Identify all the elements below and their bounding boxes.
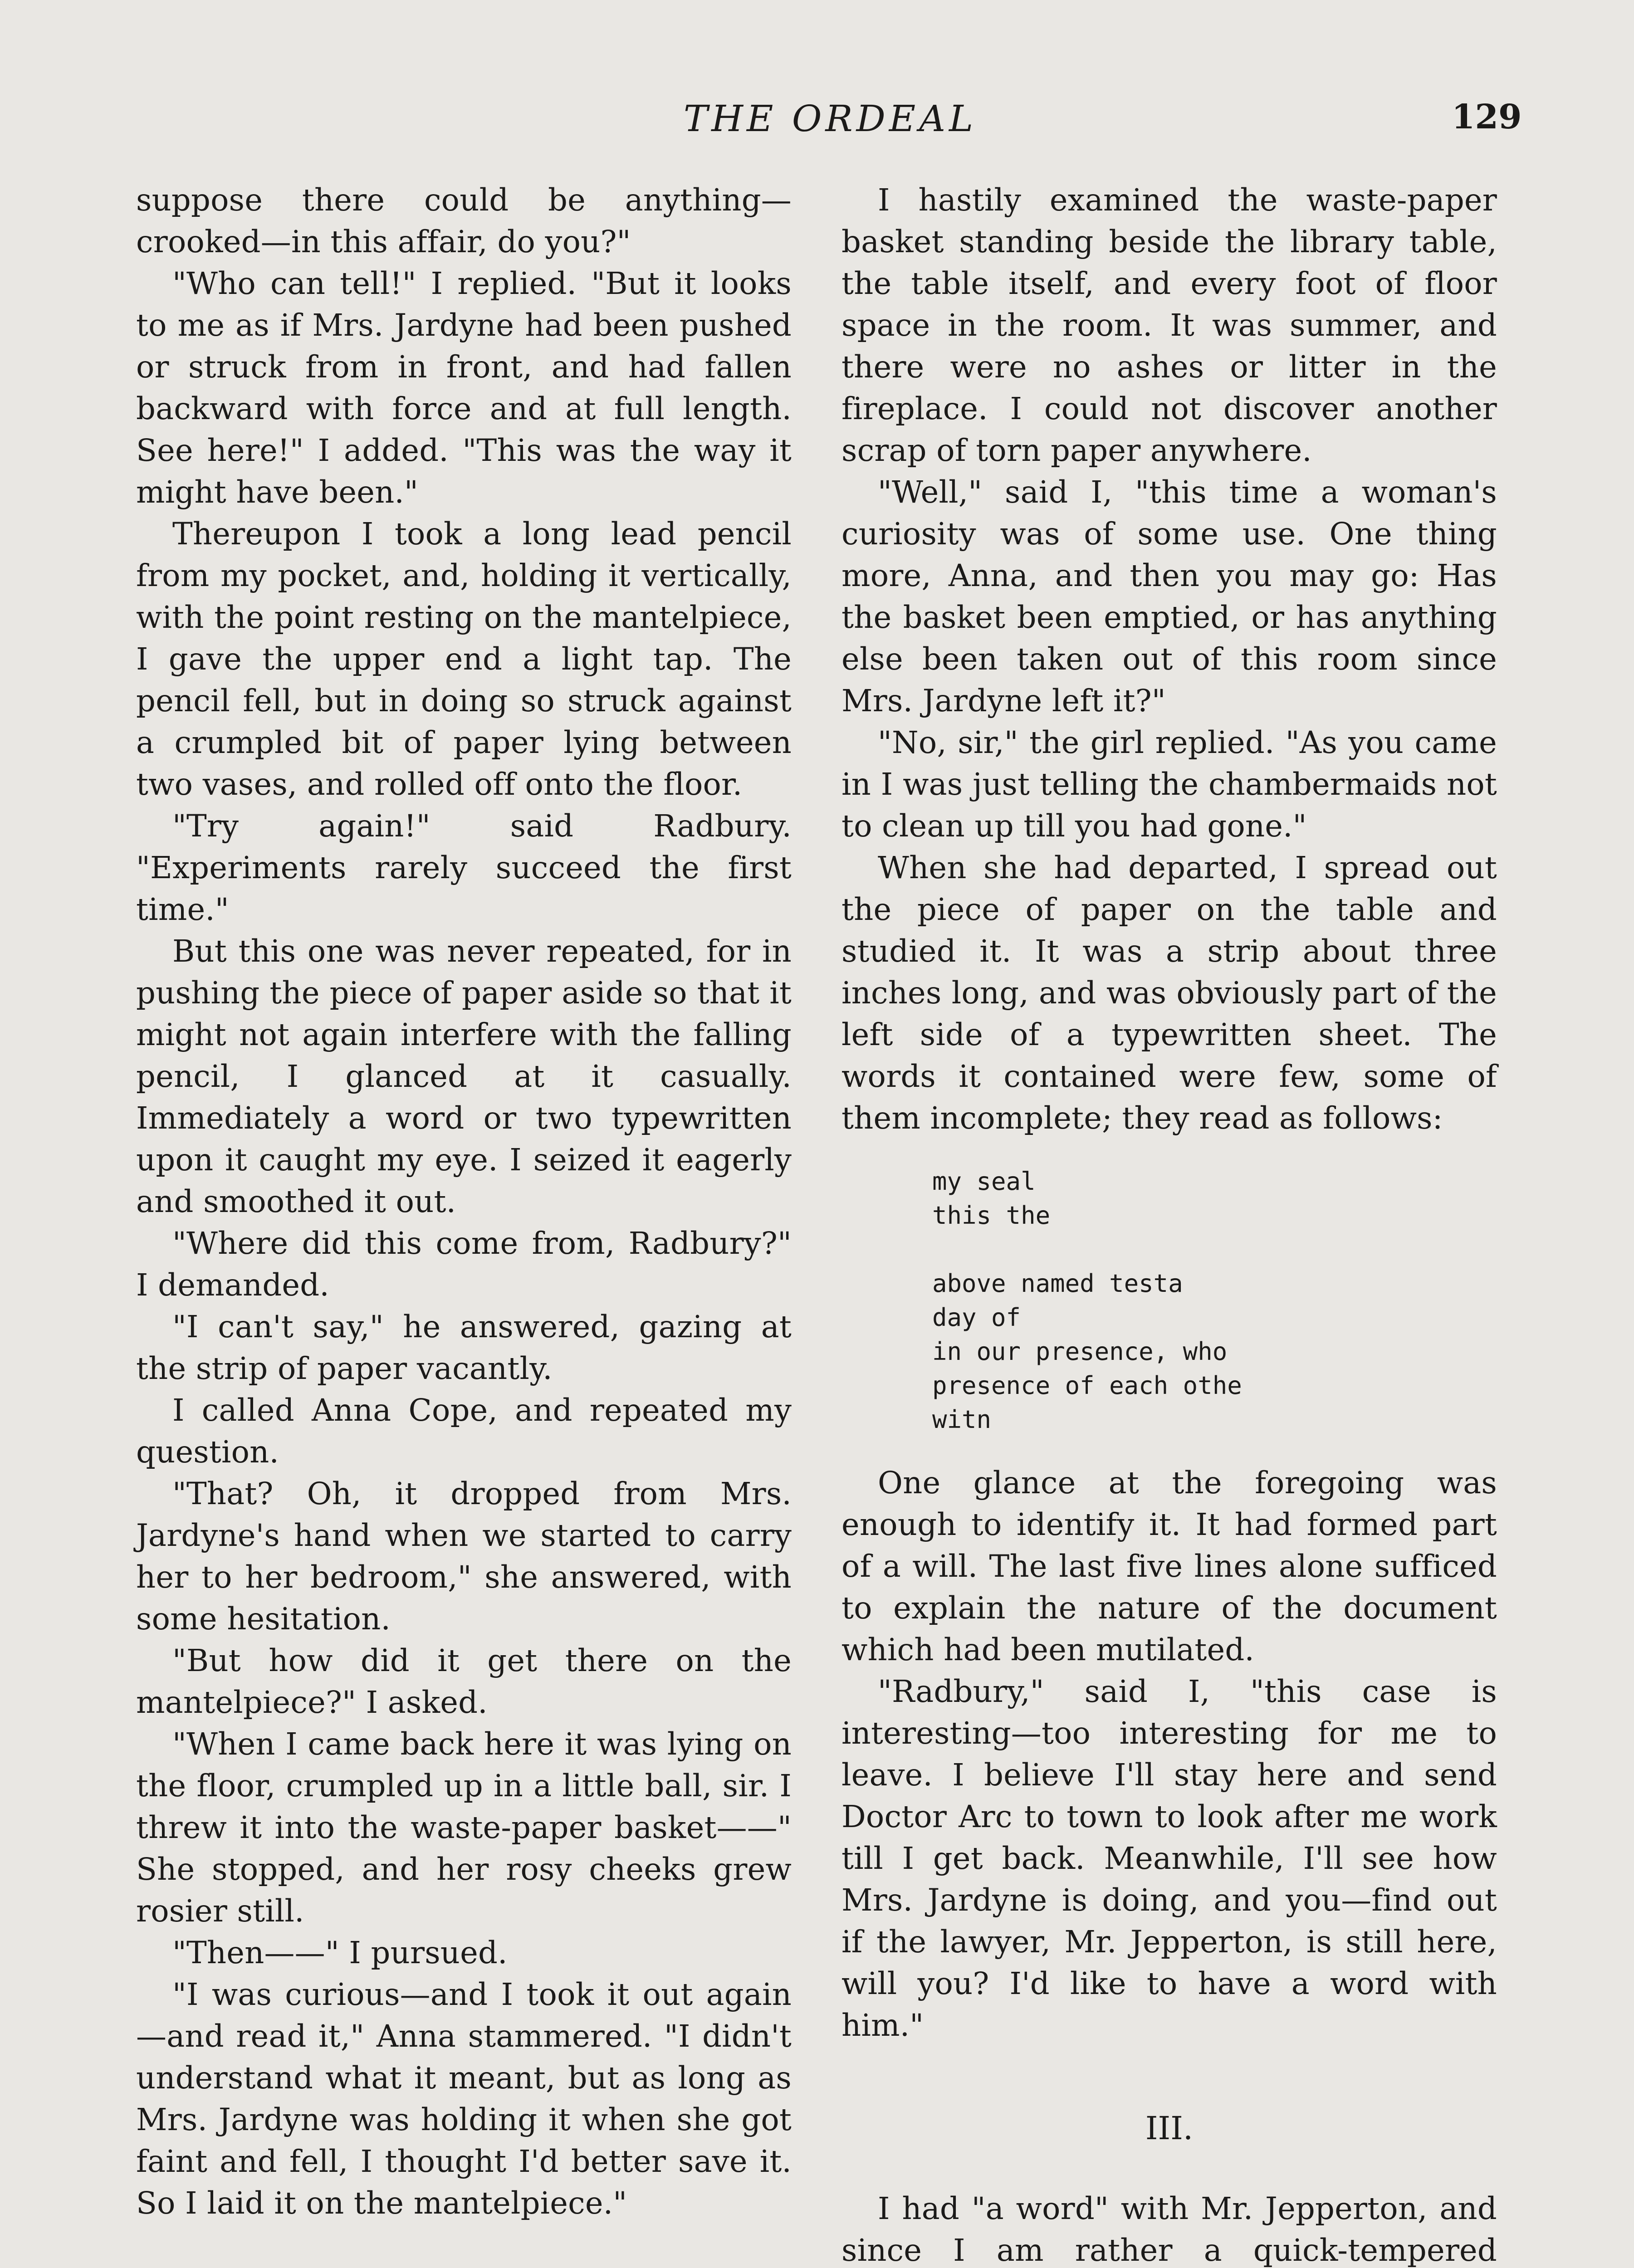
paragraph: I called Anna Cope, and repeated my question. xyxy=(136,1393,792,1470)
fragment-group xyxy=(932,1266,1497,1437)
fragment-group xyxy=(932,1164,1497,1232)
will-fragment xyxy=(932,1164,1497,1437)
left-column xyxy=(136,179,792,2224)
paragraph: "Radbury," said I, "this case is interesting—too interesting for me to leave. I believe I'll stay here and send Doctor Arc to town to look after me work till I get back. Meanwhile, I'll see how Mrs. Jardyne is doing, and you—find out if the lawyer, Mr. Jepperton, is still here, will you? I'd like to have a word with him." xyxy=(841,1674,1497,2043)
paragraph: "Well," said I, "this time a woman's curiosity was of some use. One thing more, Anna, and then you may go: Has the basket been emptied, or has anything else been taken out of this room since Mrs. Jardyne left it?" xyxy=(841,474,1497,719)
paragraph: "Then——" I pursued. xyxy=(172,1935,508,1970)
paragraph: "I can't say," he answered, gazing at the strip of paper vacantly. xyxy=(136,1309,792,1386)
paragraph: Thereupon I took a long lead pencil from my pocket, and, holding it vertically, with the point resting on the mantelpiece, I gave the upper end a light tap. The pencil fell, but in doing so struck against a crumpled bit of paper lying between two vases, and rolled off onto the floor. xyxy=(136,516,792,802)
paragraph: But this one was never repeated, for in pushing the piece of paper aside so that it might not again interfere with the falling pencil, I glanced at it casually. Immediately a word or two typewritten upon it caught my eye. I seized it eagerly and smoothed it out. xyxy=(136,934,792,1219)
fragment-line: this the xyxy=(932,1201,1051,1230)
paragraph: "Try again!" said Radbury. "Experiments rarely succeed the first time." xyxy=(136,808,792,927)
fragment-line: above named testa xyxy=(932,1269,1183,1298)
paragraph: "I was curious—and I took it out again—and read it," Anna stammered. "I didn't understand what it meant, but as long as Mrs. Jardyne was holding it when she got faint and fell, I thought I'd better save it. So I laid it on the mantelpiece." xyxy=(136,1977,792,2221)
paragraph: "That? Oh, it dropped from Mrs. Jardyne's hand when we started to carry her to her bedroom," she answered, with some hesitation. xyxy=(136,1476,792,1637)
page-header xyxy=(0,98,1634,152)
paragraph: I had "a word" with Mr. Jepperton, and since I am rather a quick-tempered xyxy=(841,2191,1497,2268)
fragment-line: my seal xyxy=(932,1167,1036,1196)
right-column xyxy=(841,179,1497,2268)
paragraph: "Where did this come from, Radbury?" I demanded. xyxy=(136,1226,792,1303)
paragraph: When she had departed, I spread out the piece of paper on the table and studied it. It was a strip about three inches long, and was obviously part of the left side of a typewritten sheet. The words it contained were few, some of them incomplete; they read as follows: xyxy=(841,850,1497,1136)
paragraph: I hastily examined the waste-paper basket standing beside the library table, the table itself, and every foot of floor space in the room. It was summer, and there were no ashes or litter in the fireplace. I could not discover another scrap of torn paper anywhere. xyxy=(841,182,1497,468)
fragment-line: presence of each othe xyxy=(932,1371,1242,1400)
paragraph: One glance at the foregoing was enough to identify it. It had formed part of a will. The last five lines alone sufficed to explain the nature of the document which had been mutilated. xyxy=(841,1465,1497,1667)
paragraph: suppose there could be anything—crooked—in this affair, do you?" xyxy=(136,182,792,259)
paragraph: "No, sir," the girl replied. "As you came in I was just telling the chambermaids not to clean up till you had gone." xyxy=(841,725,1497,844)
page-number: 129 xyxy=(1452,98,1522,137)
paragraph: "Who can tell!" I replied. "But it looks to me as if Mrs. Jardyne had been pushed or struck from in front, and had fallen backward with force and at full length. See here!" I added. "This was the way it might have been." xyxy=(136,266,792,510)
section-heading: III. xyxy=(1145,2110,1194,2147)
fragment-line: in our presence, who xyxy=(932,1337,1228,1366)
paragraph: "When I came back here it was lying on the floor, crumpled up in a little ball, sir. I threw it into the waste-paper basket——" She stopped, and her rosy cheeks grew rosier still. xyxy=(136,1726,792,1929)
running-title: THE ORDEAL xyxy=(683,98,977,140)
paragraph: "But how did it get there on the mantelpiece?" I asked. xyxy=(136,1643,792,1720)
fragment-line: witn xyxy=(932,1405,992,1434)
fragment-line: day of xyxy=(932,1303,1021,1332)
